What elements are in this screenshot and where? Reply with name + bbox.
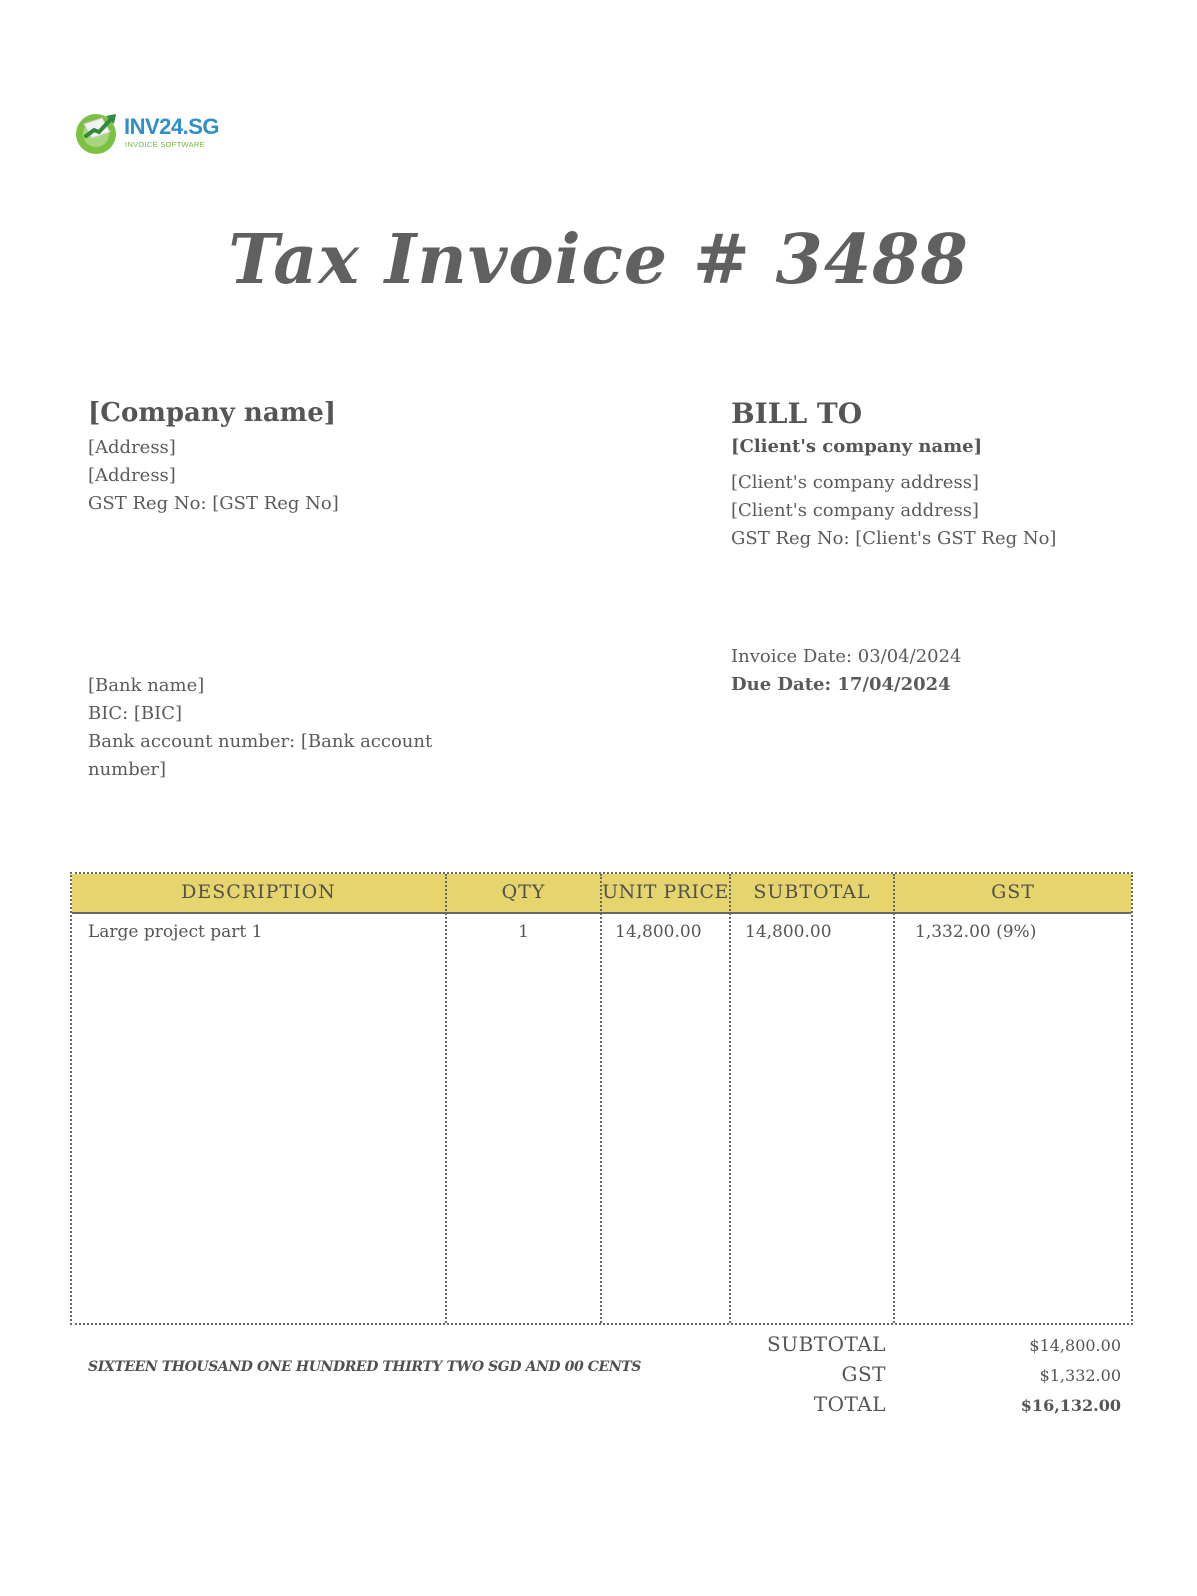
row-subtotal: 14,800.00	[745, 922, 832, 942]
bank-details	[88, 672, 432, 784]
logo-name: INV24.SG	[124, 114, 220, 139]
seller-gst: GST Reg No: [GST Reg No]	[88, 493, 339, 514]
header-description: DESCRIPTION	[181, 881, 336, 903]
logo-mark-icon	[72, 108, 124, 156]
invoice-title: Tax Invoice # 3488	[228, 220, 969, 300]
invoice-date: Invoice Date: 03/04/2024	[731, 646, 962, 667]
total-value: $16,132.00	[1020, 1396, 1121, 1415]
bank-account: Bank account number: [Bank account	[88, 731, 433, 752]
subtotal-label: SUBTOTAL	[767, 1332, 886, 1356]
row-qty: 1	[518, 922, 529, 942]
header-qty: QTY	[501, 881, 546, 903]
subtotal-value: $14,800.00	[1029, 1336, 1121, 1355]
client-address-2: [Client's company address]	[731, 500, 979, 521]
client-company-name: [Client's company name]	[731, 436, 983, 457]
column-divider	[893, 874, 895, 1323]
row-description: Large project part 1	[88, 922, 263, 942]
gst-value: $1,332.00	[1039, 1366, 1121, 1385]
seller-company-name: [Company name]	[88, 398, 337, 428]
seller-address-1: [Address]	[88, 437, 176, 458]
client-details	[731, 469, 1056, 553]
column-divider	[729, 874, 731, 1323]
seller-details	[88, 434, 339, 518]
bank-bic: BIC: [BIC]	[88, 703, 183, 724]
amount-in-words: SIXTEEN THOUSAND ONE HUNDRED THIRTY TWO SGD AND 00 CENTS	[88, 1359, 641, 1375]
invoice-dates	[731, 643, 962, 699]
total-label: TOTAL	[813, 1392, 886, 1416]
row-gst: 1,332.00 (9%)	[915, 922, 1037, 942]
logo-tagline: INVOICE SOFTWARE	[125, 140, 205, 149]
header-subtotal: SUBTOTAL	[753, 881, 871, 903]
row-unit-price: 14,800.00	[615, 922, 702, 942]
column-divider	[600, 874, 602, 1323]
bank-account-cont: number]	[88, 759, 167, 780]
bill-to-heading: BILL TO	[731, 397, 863, 430]
bank-name: [Bank name]	[88, 675, 205, 696]
seller-address-2: [Address]	[88, 465, 176, 486]
client-address-1: [Client's company address]	[731, 472, 979, 493]
header-unit-price: UNIT PRICE	[602, 881, 729, 903]
client-gst: GST Reg No: [Client's GST Reg No]	[731, 528, 1057, 549]
header-gst: GST	[991, 881, 1035, 903]
gst-label: GST	[841, 1362, 886, 1386]
due-date: Due Date: 17/04/2024	[731, 674, 951, 695]
